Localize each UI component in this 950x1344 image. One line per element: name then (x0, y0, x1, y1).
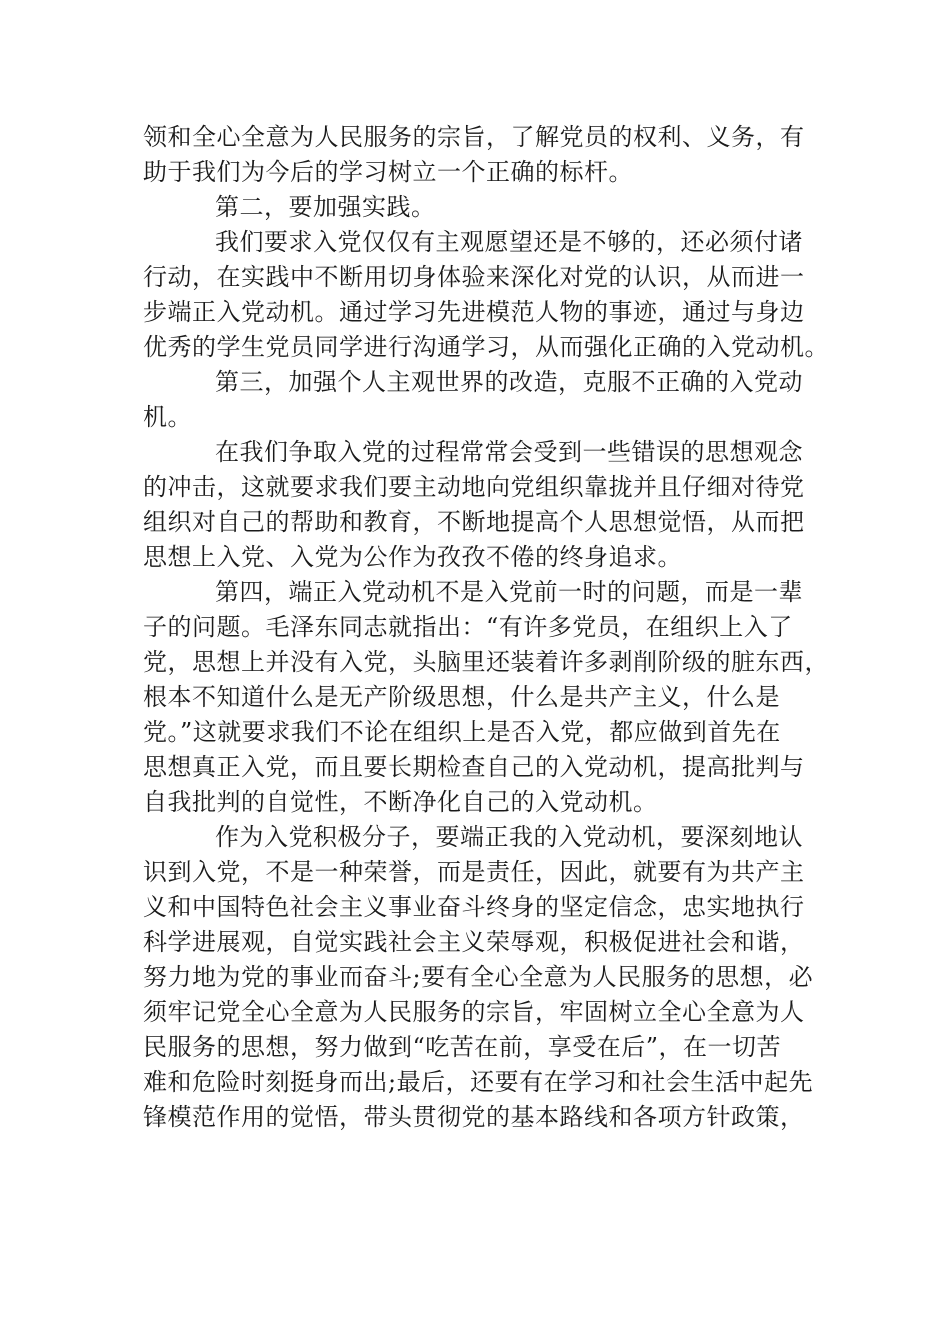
text-line: 机。 (143, 403, 192, 431)
text-line: 义和中国特色社会主义事业奋斗终身的坚定信念，忠实地执行 (143, 893, 805, 921)
text-line: 努力地为党的事业而奋斗;要有全心全意为人民服务的思想，必 (143, 963, 814, 991)
text-line: 须牢记党全心全意为人民服务的宗旨，牢固树立全心全意为人 (143, 998, 805, 1026)
text-line: 思想真正入党，而且要长期检查自己的入党动机，提高批判与 (143, 753, 805, 781)
body-text (143, 120, 829, 1135)
paragraph-first-line: 第二，要加强实践。 (215, 193, 436, 221)
text-line: 思想上入党、入党为公作为孜孜不倦的终身追求。 (143, 543, 682, 571)
text-line: 子的问题。毛泽东同志就指出：“有许多党员，在组织上入了 (143, 613, 793, 641)
text-line: 行动，在实践中不断用切身体验来深化对党的认识，从而进一 (143, 263, 805, 291)
paragraph-first-line: 第三，加强个人主观世界的改造，克服不正确的入党动 (215, 368, 803, 396)
paragraph-first-line: 作为入党积极分子，要端正我的入党动机，要深刻地认 (215, 823, 803, 851)
text-line: 党，思想上并没有入党，头脑里还装着许多剥削阶级的脏东西， (143, 648, 829, 676)
paragraph-first-line: 第四，端正入党动机不是入党前一时的问题，而是一辈 (215, 578, 803, 606)
text-line: 民服务的思想，努力做到“吃苦在前，享受在后”，在一切苦 (143, 1033, 782, 1061)
text-line: 根本不知道什么是无产阶级思想，什么是共产主义，什么是 (143, 683, 780, 711)
text-line: 领和全心全意为人民服务的宗旨，了解党员的权利、义务，有 (143, 123, 805, 151)
text-line: 党。”这就要求我们不论在组织上是否入党，都应做到首先在 (143, 718, 781, 746)
text-line: 难和危险时刻挺身而出;最后，还要有在学习和社会生活中起先 (143, 1068, 814, 1096)
text-line: 优秀的学生党员同学进行沟通学习，从而强化正确的入党动机。 (143, 333, 829, 361)
text-line: 助于我们为今后的学习树立一个正确的标杆。 (143, 158, 633, 186)
text-line: 锋模范作用的觉悟，带头贯彻党的基本路线和各项方针政策， (143, 1103, 805, 1131)
text-line: 科学进展观，自觉实践社会主义荣辱观，积极促进社会和谐， (143, 928, 805, 956)
text-line: 组织对自己的帮助和教育，不断地提高个人思想觉悟，从而把 (143, 508, 805, 536)
text-line: 步端正入党动机。通过学习先进模范人物的事迹，通过与身边 (143, 298, 805, 326)
text-line: 自我批判的自觉性，不断净化自己的入党动机。 (143, 788, 658, 816)
paragraph-first-line: 在我们争取入党的过程常常会受到一些错误的思想观念 (215, 438, 803, 466)
text-line: 识到入党，不是一种荣誉，而是责任，因此，就要有为共产主 (143, 858, 805, 886)
paragraph-first-line: 我们要求入党仅仅有主观愿望还是不够的，还必须付诸 (215, 228, 803, 256)
text-line: 的冲击，这就要求我们要主动地向党组织靠拢并且仔细对待党 (143, 473, 805, 501)
